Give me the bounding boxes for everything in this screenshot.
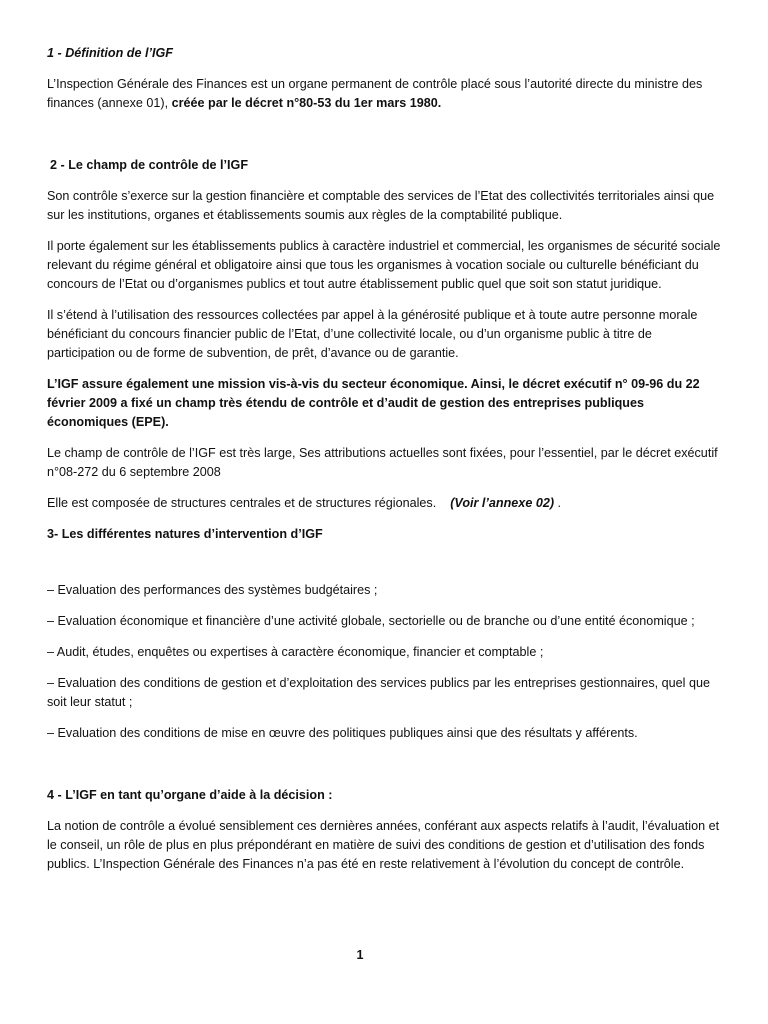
- section-2-paragraph-2: Il porte également sur les établissements publics à caractère industriel et commercial, les organismes de sécurité sociale relevant du régime général et obligatoire ainsi que tous les organismes à vocation sociale ou culturelle bénéficiant du concours de l’Etat ou d’organismes publics et tout autre établissement public quel que soit son statut juridique.: [47, 239, 721, 291]
- list-item: – Audit, études, enquêtes ou expertises à caractère économique, financier et comptable ;: [47, 645, 544, 659]
- section-2-paragraph-6-text: Elle est composée de structures centrales et de structures régionales.: [47, 496, 451, 510]
- page-number: 1: [356, 948, 364, 962]
- section-2-paragraph-4: L’IGF assure également une mission vis-à-vis du secteur économique. Ainsi, le décret exécutif n° 09-96 du 22 février 2009 a fixé un champ très étendu de contrôle et d’audit de gestion des entreprises publiques économiques (EPE).: [47, 377, 700, 429]
- section-2-paragraph-1: Son contrôle s’exerce sur la gestion financière et comptable des services de l’Etat des collectivités territoriales ainsi que sur les institutions, organes et établissements soumis aux règles de la comptabilité publique.: [47, 189, 715, 222]
- section-2-paragraph-6: [47, 494, 722, 513]
- list-item: – Evaluation des conditions de mise en œuvre des politiques publiques ainsi que des résultats y afférents.: [47, 726, 638, 740]
- section-2-heading: 2 - Le champ de contrôle de l’IGF: [50, 158, 249, 172]
- document-page: [47, 44, 722, 874]
- list-item: – Evaluation des performances des systèmes budgétaires ;: [47, 583, 378, 597]
- section-2-paragraph-3: Il s’étend à l’utilisation des ressources collectées par appel à la générosité publique et à toute autre personne morale bénéficiant du concours financier public de l’Etat, d’une collectivité locale, ou d’un organisme public à titre de participation ou de forme de subvention, de prêt, d’avance ou de garantie.: [47, 308, 698, 360]
- section-1-paragraph: [47, 75, 722, 113]
- section-4-paragraph: La notion de contrôle a évolué sensiblement ces dernières années, conférant aux aspects relatifs à l’audit, l’évaluation et le conseil, un rôle de plus en plus prépondérant en matière de suivi des conditions de gestion et d’utilisation des fonds publics. L’Inspection Générale des Finances n’a pas été en reste relativement à l’évolution du concept de contrôle.: [47, 819, 720, 871]
- section-1-paragraph-text: L’Inspection Générale des Finances est un organe permanent de contrôle placé sous l’autorité directe du ministre des finances (annexe 01),: [47, 77, 703, 110]
- section-1-decree-reference: créée par le décret n°80-53 du 1er mars 1980.: [171, 96, 442, 110]
- list-item: – Evaluation des conditions de gestion et d’exploitation des services publics par les entreprises gestionnaires, quel que soit leur statut ;: [47, 676, 710, 709]
- section-4-heading: 4 - L’IGF en tant qu’organe d’aide à la décision :: [47, 788, 333, 802]
- section-1-heading: 1 - Définition de l’IGF: [47, 46, 173, 60]
- section-2-paragraph-6-tail: .: [554, 496, 562, 510]
- section-2-paragraph-5: Le champ de contrôle de l’IGF est très large, Ses attributions actuelles sont fixées, pour l’essentiel, par le décret exécutif n°08-272 du 6 septembre 2008: [47, 446, 718, 479]
- section-3-heading: 3- Les différentes natures d’intervention d’IGF: [47, 527, 323, 541]
- list-item: – Evaluation économique et financière d’une activité globale, sectorielle ou de branche ou d’une entité économique ;: [47, 614, 695, 628]
- annex-reference: (Voir l’annexe 02): [450, 496, 555, 510]
